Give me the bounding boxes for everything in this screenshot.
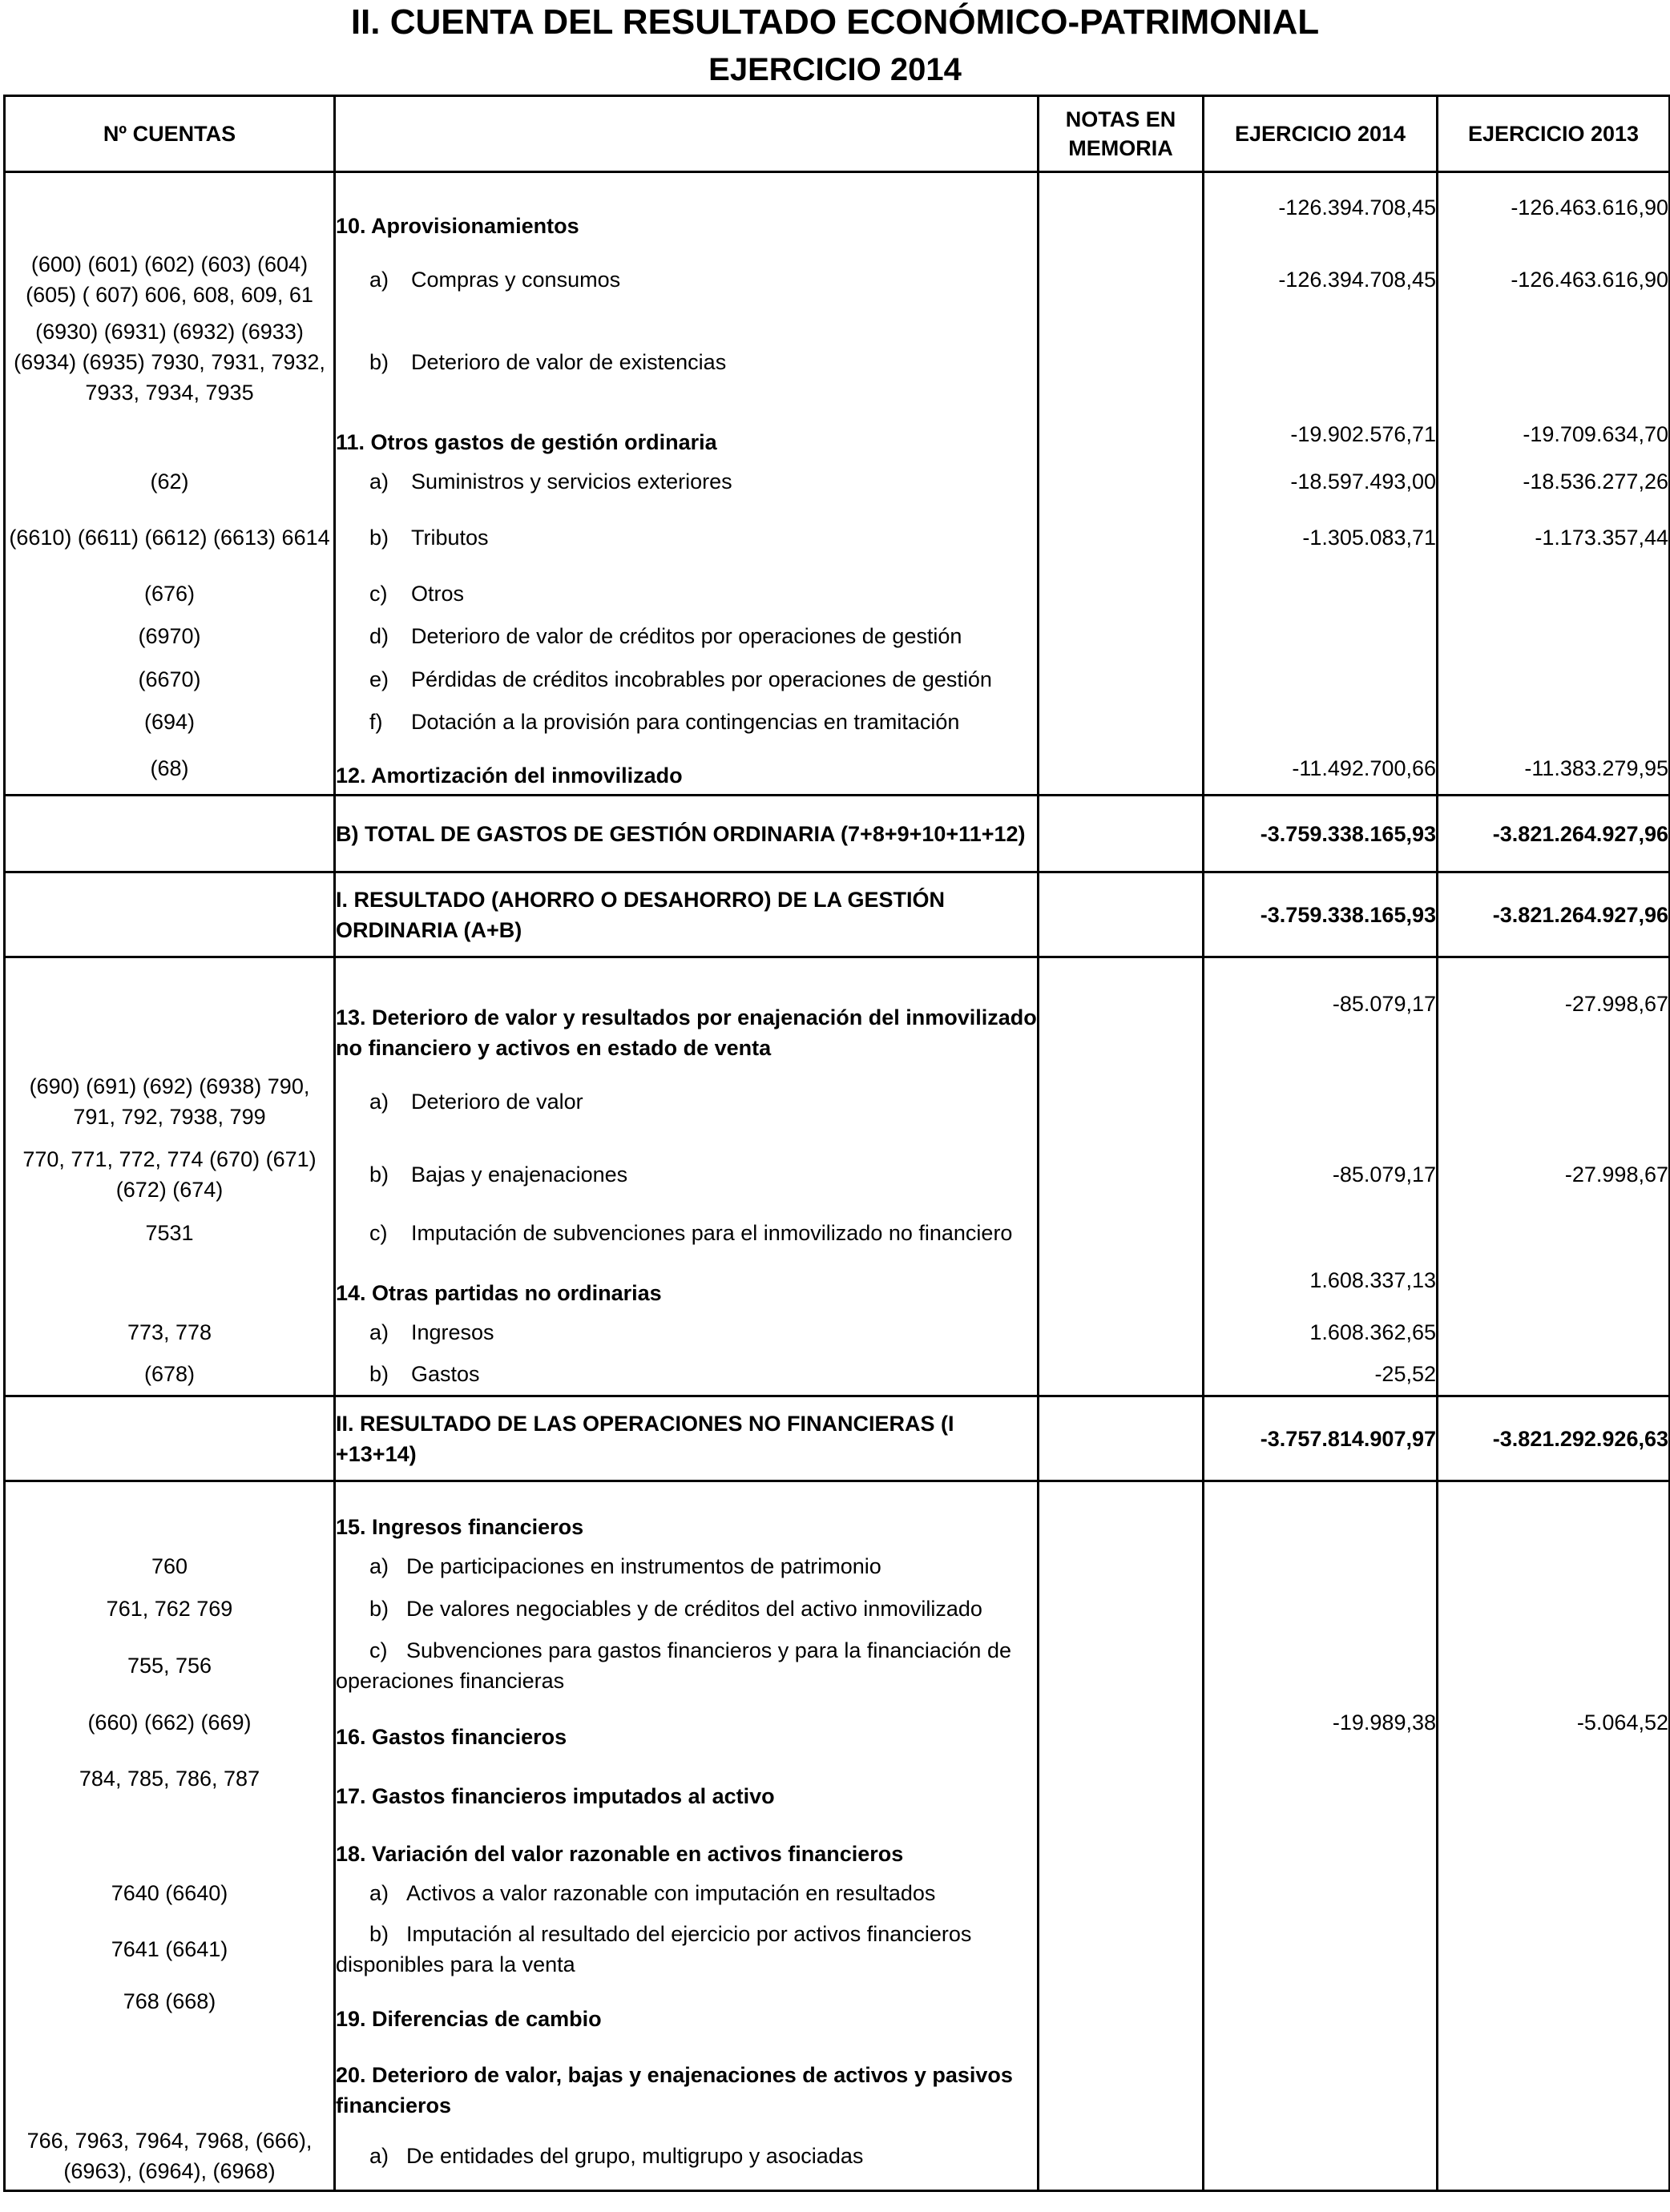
concept-sub [336,582,464,606]
value-2014: -3.757.814.907,97 [1204,1396,1438,1481]
concept-sub [336,1554,881,1578]
notes-cell [1039,461,1204,502]
table-row [5,1984,1670,2037]
concept-cell [335,1630,1039,1701]
value-2013 [1438,313,1670,411]
value-2013: -19.709.634,70 [1438,411,1670,461]
account-cell: (676) [5,573,335,614]
table-row [5,2037,1670,2122]
table-row [5,743,1670,796]
value-2014 [1204,701,1438,743]
concept-cell [335,1311,1039,1353]
concept-cell [335,701,1039,743]
account-cell: 755, 756 [5,1630,335,1701]
concept-text: Subvenciones para gastos financieros y para la financiación de operaciones financieras [336,1638,1011,1693]
value-2014 [1204,2122,1438,2191]
concept-cell [335,1255,1039,1311]
notes-cell [1039,246,1204,313]
account-cell: 773, 778 [5,1311,335,1353]
table-row [5,172,1670,246]
value-2014 [1204,1211,1438,1255]
notes-cell [1039,313,1204,411]
table-row [5,1757,1670,1816]
account-cell [5,1816,335,1872]
item-label: b) [369,525,389,550]
concept-cell [335,411,1039,461]
concept-text: 10. Aprovisionamientos [336,213,579,238]
concept-cell [335,1065,1039,1138]
value-2014 [1204,1872,1438,1914]
value-2014: -85.079,17 [1204,1138,1438,1211]
concept-sub [336,1597,982,1621]
notes-cell [1039,743,1204,796]
table-row [5,658,1670,701]
value-2014 [1204,1816,1438,1872]
notes-cell [1039,614,1204,658]
concept-sub [336,1362,480,1386]
account-cell: 7531 [5,1211,335,1255]
value-2014 [1204,1630,1438,1701]
concept-cell: II. RESULTADO DE LAS OPERACIONES NO FINANCIERAS (I +13+14) [335,1396,1039,1481]
concept-text: Imputación al resultado del ejercicio por activos financieros disponibles para la venta [336,1921,972,1976]
value-2013 [1438,573,1670,614]
concept-text: Gastos [411,1361,480,1386]
concept-cell [335,658,1039,701]
table-row [5,1587,1670,1630]
value-2014 [1204,1914,1438,1984]
value-2014 [1204,1757,1438,1816]
header-year-2014: EJERCICIO 2014 [1204,96,1438,172]
value-2013 [1438,1872,1670,1914]
value-2014: -126.394.708,45 [1204,246,1438,313]
value-2014 [1204,1481,1438,1545]
account-cell [5,411,335,461]
concept-cell [335,614,1039,658]
concept-sub [336,268,620,292]
value-2013: -3.821.292.926,63 [1438,1396,1670,1481]
value-2014: -1.305.083,71 [1204,502,1438,573]
concept-cell [335,1353,1039,1396]
item-label: b) [369,1162,389,1187]
value-2014: -19.902.576,71 [1204,411,1438,461]
account-cell: (600) (601) (602) (603) (604) (605) ( 607) 606, 608, 609, 61 [5,246,335,313]
concept-text: 17. Gastos financieros imputados al activo [336,1783,775,1808]
concept-cell [335,1138,1039,1211]
value-2013 [1438,1587,1670,1630]
value-2013 [1438,614,1670,658]
value-2013 [1438,1481,1670,1545]
table-row [5,502,1670,573]
value-2013 [1438,701,1670,743]
account-cell [5,1255,335,1311]
table-row [5,1701,1670,1757]
item-label: c) [369,1638,388,1662]
item-label: e) [369,667,389,691]
concept-text: Deterioro de valor de créditos por operaciones de gestión [411,623,962,648]
value-2014 [1204,573,1438,614]
table-header-row [5,96,1670,172]
concept-text: Ingresos [411,1320,494,1344]
concept-cell [335,1211,1039,1255]
concept-text: Pérdidas de créditos incobrables por operaciones de gestión [411,667,992,691]
value-2013: -5.064,52 [1438,1701,1670,1757]
account-cell [5,957,335,1065]
concept-cell [335,246,1039,313]
concept-cell [335,573,1039,614]
concept-cell [335,461,1039,502]
concept-cell [335,313,1039,411]
concept-cell [335,1545,1039,1587]
value-2014 [1204,2037,1438,2122]
item-label: b) [369,349,389,374]
value-2013: -126.463.616,90 [1438,172,1670,246]
notes-cell [1039,796,1204,872]
item-label: c) [369,581,388,606]
notes-cell [1039,1481,1204,1545]
notes-cell [1039,573,1204,614]
value-2013 [1438,1984,1670,2037]
concept-cell [335,1872,1039,1914]
concept-cell [335,1757,1039,1816]
account-cell: (690) (691) (692) (6938) 790, 791, 792, 7938, 799 [5,1065,335,1138]
concept-text: Otros [411,581,465,606]
table-row [5,1311,1670,1353]
item-label: a) [369,1089,389,1114]
concept-sub [336,526,489,550]
concept-cell [335,502,1039,573]
concept-sub [336,710,959,734]
concept-sub [336,469,732,494]
notes-cell [1039,1757,1204,1816]
concept-cell [335,743,1039,796]
account-cell [5,1396,335,1481]
concept-text: Deterioro de valor [411,1089,583,1114]
concept-text: Compras y consumos [411,267,621,292]
table-row [5,614,1670,658]
value-2014: -18.597.493,00 [1204,461,1438,502]
value-2013: -11.383.279,95 [1438,743,1670,796]
concept-sub [336,667,992,691]
account-cell: (6970) [5,614,335,658]
notes-cell [1039,1545,1204,1587]
value-2014: -3.759.338.165,93 [1204,872,1438,957]
account-cell: (660) (662) (669) [5,1701,335,1757]
notes-cell [1039,2037,1204,2122]
account-cell: 768 (668) [5,1984,335,2037]
value-2014: -126.394.708,45 [1204,172,1438,246]
notes-cell [1039,1587,1204,1630]
concept-cell [335,2037,1039,2122]
concept-cell [335,1701,1039,1757]
value-2013 [1438,1211,1670,1255]
concept-sub [336,1090,583,1114]
notes-cell [1039,1065,1204,1138]
notes-cell [1039,1816,1204,1872]
item-label: a) [369,1320,389,1344]
account-cell [5,872,335,957]
concept-text: De entidades del grupo, multigrupo y asociadas [406,2143,864,2168]
table-row [5,246,1670,313]
value-2013: -3.821.264.927,96 [1438,796,1670,872]
concept-sub [336,1320,494,1344]
header-notes [1039,96,1204,172]
notes-cell [1039,1914,1204,1984]
table-row [5,2122,1670,2191]
value-2013: -18.536.277,26 [1438,461,1670,502]
header-concept [335,96,1039,172]
concept-cell [335,172,1039,246]
notes-cell [1039,1255,1204,1311]
value-2013 [1438,1311,1670,1353]
account-cell: 784, 785, 786, 787 [5,1757,335,1816]
concept-cell [335,1587,1039,1630]
table-row [5,1211,1670,1255]
notes-cell [1039,1211,1204,1255]
concept-text: Bajas y enajenaciones [411,1162,628,1187]
notes-cell [1039,1138,1204,1211]
notes-cell [1039,1396,1204,1481]
account-cell [5,796,335,872]
account-cell: 760 [5,1545,335,1587]
concept-text: 14. Otras partidas no ordinarias [336,1280,662,1305]
item-label: d) [369,623,389,648]
concept-sub [336,1221,1012,1245]
value-2014 [1204,1984,1438,2037]
notes-cell [1039,2122,1204,2191]
value-2013 [1438,1914,1670,1984]
value-2013: -27.998,67 [1438,1138,1670,1211]
table-row-total [5,1396,1670,1481]
table-row [5,1481,1670,1545]
concept-sub [336,2144,863,2168]
account-cell: 7641 (6641) [5,1914,335,1984]
concept-text: 15. Ingresos financieros [336,1514,584,1539]
concept-text: Imputación de subvenciones para el inmovilizado no financiero [411,1220,1013,1245]
notes-cell [1039,502,1204,573]
notes-cell [1039,1872,1204,1914]
account-cell: (6930) (6931) (6932) (6933) (6934) (6935) 7930, 7931, 7932, 7933, 7934, 7935 [5,313,335,411]
item-label: a) [369,267,389,292]
value-2014: 1.608.362,65 [1204,1311,1438,1353]
notes-cell [1039,701,1204,743]
table-row [5,313,1670,411]
header-notes-label: NOTAS EN MEMORIA [1065,107,1176,160]
value-2014: -85.079,17 [1204,957,1438,1065]
table-row [5,1065,1670,1138]
concept-cell [335,1914,1039,1984]
page-title: II. CUENTA DEL RESULTADO ECONÓMICO-PATRIMONIAL [350,2,1320,42]
value-2014: -19.989,38 [1204,1701,1438,1757]
concept-text: 16. Gastos financieros [336,1724,567,1749]
value-2013 [1438,1065,1670,1138]
value-2014 [1204,313,1438,411]
value-2013 [1438,1545,1670,1587]
concept-text: Suministros y servicios exteriores [411,469,732,494]
account-cell: (62) [5,461,335,502]
account-cell: (694) [5,701,335,743]
item-label: b) [369,1596,389,1621]
account-cell [5,1481,335,1545]
concept-sub [336,1881,935,1905]
value-2014 [1204,1065,1438,1138]
value-2013 [1438,658,1670,701]
notes-cell [1039,172,1204,246]
account-cell: 7640 (6640) [5,1872,335,1914]
table-row [5,701,1670,743]
value-2013: -126.463.616,90 [1438,246,1670,313]
value-2013: -3.821.264.927,96 [1438,872,1670,957]
concept-cell [335,1816,1039,1872]
item-label: a) [369,1553,389,1578]
header-year-2013: EJERCICIO 2013 [1438,96,1670,172]
account-cell: (6670) [5,658,335,701]
page-subtitle: EJERCICIO 2014 [708,52,962,87]
table-row [5,411,1670,461]
table-row [5,461,1670,502]
concept-cell [335,1984,1039,2037]
account-cell: (68) [5,743,335,796]
notes-cell [1039,1630,1204,1701]
notes-cell [1039,1701,1204,1757]
value-2013 [1438,1255,1670,1311]
value-2013 [1438,1757,1670,1816]
notes-cell [1039,411,1204,461]
notes-cell [1039,1353,1204,1396]
item-label: a) [369,469,389,494]
item-label: a) [369,1880,389,1905]
concept-cell [335,2122,1039,2191]
table-row [5,1353,1670,1396]
concept-sub [336,350,726,374]
table-row-total [5,872,1670,957]
notes-cell [1039,872,1204,957]
concept-cell: B) TOTAL DE GASTOS DE GESTIÓN ORDINARIA (7+8+9+10+11+12) [335,796,1039,872]
concept-text: Tributos [411,525,489,550]
value-2013: -1.173.357,44 [1438,502,1670,573]
concept-text: 12. Amortización del inmovilizado [336,764,683,788]
concept-text: 20. Deterioro de valor, bajas y enajenaciones de activos y pasivos financieros [336,2062,1013,2117]
table-row [5,957,1670,1065]
value-2013: -27.998,67 [1438,957,1670,1065]
concept-text: 18. Variación del valor razonable en activos financieros [336,1841,904,1866]
concept-sub [336,1162,627,1187]
value-2014: 1.608.337,13 [1204,1255,1438,1311]
account-cell: (678) [5,1353,335,1396]
value-2013 [1438,1353,1670,1396]
table-row-total [5,796,1670,872]
item-label: a) [369,2143,389,2168]
header-accounts: Nº CUENTAS [5,96,335,172]
notes-cell [1039,1984,1204,2037]
table-row [5,1872,1670,1914]
value-2014 [1204,658,1438,701]
value-2014: -25,52 [1204,1353,1438,1396]
table-row [5,1545,1670,1587]
value-2014: -3.759.338.165,93 [1204,796,1438,872]
account-cell: 770, 771, 772, 774 (670) (671) (672) (674) [5,1138,335,1211]
concept-cell [335,957,1039,1065]
value-2014 [1204,614,1438,658]
table-row [5,1138,1670,1211]
value-2013 [1438,1630,1670,1701]
concept-text: Activos a valor razonable con imputación en resultados [406,1880,936,1905]
account-cell [5,2037,335,2122]
concept-text: 19. Diferencias de cambio [336,2006,602,2031]
table-row [5,1816,1670,1872]
concept-sub [336,624,962,648]
notes-cell [1039,1311,1204,1353]
value-2014 [1204,1545,1438,1587]
table-row [5,1255,1670,1311]
account-cell: 761, 762 769 [5,1587,335,1630]
value-2014 [1204,1587,1438,1630]
item-label: f) [369,709,383,734]
account-cell: 766, 7963, 7964, 7968, (666), (6963), (6964), (6968) [5,2122,335,2191]
account-cell [5,172,335,246]
table-row [5,1630,1670,1701]
concept-text: De participaciones en instrumentos de patrimonio [406,1553,881,1578]
concept-cell: I. RESULTADO (AHORRO O DESAHORRO) DE LA GESTIÓN ORDINARIA (A+B) [335,872,1039,957]
item-label: c) [369,1220,388,1245]
income-statement-table [3,95,1670,2192]
concept-text: Deterioro de valor de existencias [411,349,727,374]
concept-text: 13. Deterioro de valor y resultados por enajenación del inmovilizado no financiero y activos en estado de venta [336,1005,1037,1060]
concept-cell [335,1481,1039,1545]
value-2014: -11.492.700,66 [1204,743,1438,796]
concept-text: 11. Otros gastos de gestión ordinaria [336,429,717,454]
concept-text: De valores negociables y de créditos del activo inmovilizado [406,1596,982,1621]
table-row [5,573,1670,614]
account-cell: (6610) (6611) (6612) (6613) 6614 [5,502,335,573]
table-row [5,1914,1670,1984]
concept-text: Dotación a la provisión para contingencias en tramitación [411,709,960,734]
notes-cell [1039,658,1204,701]
item-label: b) [369,1361,389,1386]
value-2013 [1438,2122,1670,2191]
item-label: b) [369,1921,389,1946]
value-2013 [1438,1816,1670,1872]
value-2013 [1438,2037,1670,2122]
notes-cell [1039,957,1204,1065]
